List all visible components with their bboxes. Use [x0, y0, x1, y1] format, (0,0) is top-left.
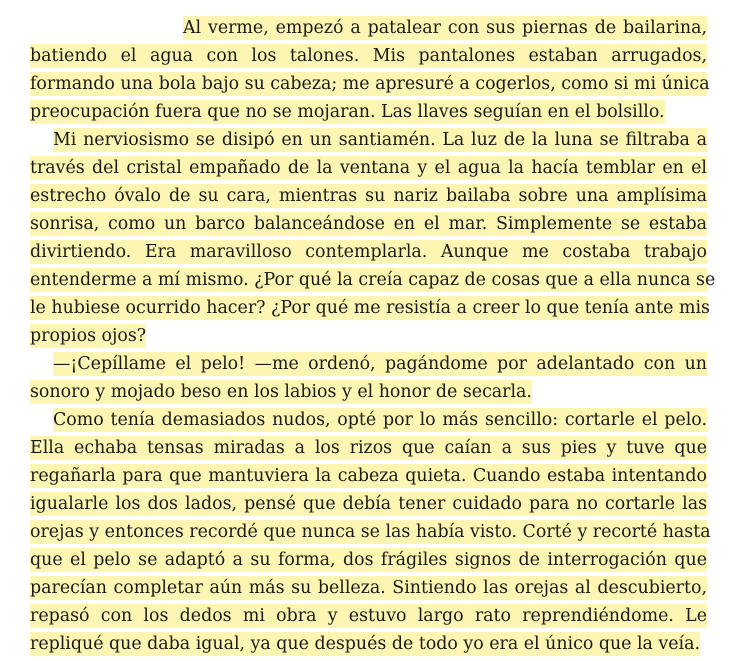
book-page	[30, 14, 716, 658]
text-line	[30, 602, 707, 630]
text-line	[30, 70, 710, 98]
text-line	[30, 182, 707, 210]
text-line	[30, 126, 707, 154]
text-line	[30, 154, 707, 182]
highlighted-text[interactable]: formando una bola bajo su cabeza; me apresuré a cogerlos, como si mi única	[30, 74, 710, 94]
text-line	[30, 490, 707, 518]
highlighted-text[interactable]: preocupación fuera que no se mojaran. Las llaves seguían en el bolsillo.	[30, 102, 665, 122]
highlighted-text[interactable]: repasó con los dedos mi obra y estuvo largo rato reprendiéndome. Le	[30, 606, 707, 626]
text-line	[30, 210, 707, 238]
text-line	[30, 294, 710, 322]
text-line	[30, 518, 711, 546]
highlighted-text[interactable]: orejas y entonces recordé que nunca se las había visto. Corté y recorté hasta	[30, 522, 711, 542]
highlighted-text[interactable]: sonrisa, como un barco balanceándose en el mar. Simplemente se estaba	[30, 214, 707, 234]
highlighted-text[interactable]: —¡Cepíllame el pelo! —me ordenó, pagándome por adelantado con un	[53, 354, 707, 374]
highlighted-text[interactable]: que el pelo se adaptó a su forma, dos frágiles signos de interrogación que	[30, 550, 707, 570]
text-line	[30, 378, 707, 406]
highlighted-text[interactable]: propios ojos?	[30, 326, 147, 346]
text-line	[30, 434, 707, 462]
highlighted-text[interactable]: entenderme a mí mismo. ¿Por qué la creía capaz de cosas que a ella nunca se	[30, 270, 716, 290]
highlighted-text[interactable]: igualarle los dos lados, pensé que debía tener cuidado para no cortarle las	[30, 494, 707, 514]
highlighted-text[interactable]: repliqué que daba igual, ya que después de todo yo era el único que la veía.	[30, 634, 701, 654]
text-line	[30, 322, 707, 350]
highlighted-text[interactable]: regañarla para que mantuviera la cabeza quieta. Cuando estaba intentando	[30, 466, 707, 486]
text-line	[30, 546, 707, 574]
text-line	[30, 406, 707, 434]
text-line	[30, 266, 716, 294]
text-line	[30, 14, 707, 42]
highlighted-text[interactable]: parecían completar aún más su belleza. Sintiendo las orejas al descubierto,	[30, 578, 707, 598]
text-line	[30, 42, 707, 70]
highlighted-text[interactable]: divirtiendo. Era maravilloso contemplarla. Aunque me costaba trabajo	[30, 242, 707, 262]
highlighted-text[interactable]: sonoro y mojado beso en los labios y el honor de secarla.	[30, 382, 532, 402]
highlighted-text[interactable]: Ella echaba tensas miradas a los rizos que caían a sus pies y tuve que	[30, 438, 707, 458]
highlighted-text[interactable]: Como tenía demasiados nudos, opté por lo más sencillo: cortarle el pelo.	[53, 410, 707, 430]
text-line	[30, 350, 707, 378]
text-line	[30, 462, 707, 490]
highlighted-text[interactable]: batiendo el agua con los talones. Mis pantalones estaban arrugados,	[30, 46, 707, 66]
text-line	[30, 98, 707, 126]
text-line	[30, 238, 707, 266]
highlighted-text[interactable]: Mi nerviosismo se disipó en un santiamén. La luz de la luna se filtraba a	[53, 130, 707, 150]
text-line	[30, 630, 707, 658]
highlighted-text[interactable]: Al verme, empezó a patalear con sus piernas de bailarina,	[183, 18, 707, 38]
highlighted-text[interactable]: través del cristal empañado de la ventana y el agua la hacía temblar en el	[30, 158, 707, 178]
highlighted-text[interactable]: estrecho óvalo de su cara, mientras su nariz bailaba sobre una amplísima	[30, 186, 707, 206]
highlighted-text[interactable]: le hubiese ocurrido hacer? ¿Por qué me resistía a creer lo que tenía ante mis	[30, 298, 710, 318]
text-line	[30, 574, 707, 602]
